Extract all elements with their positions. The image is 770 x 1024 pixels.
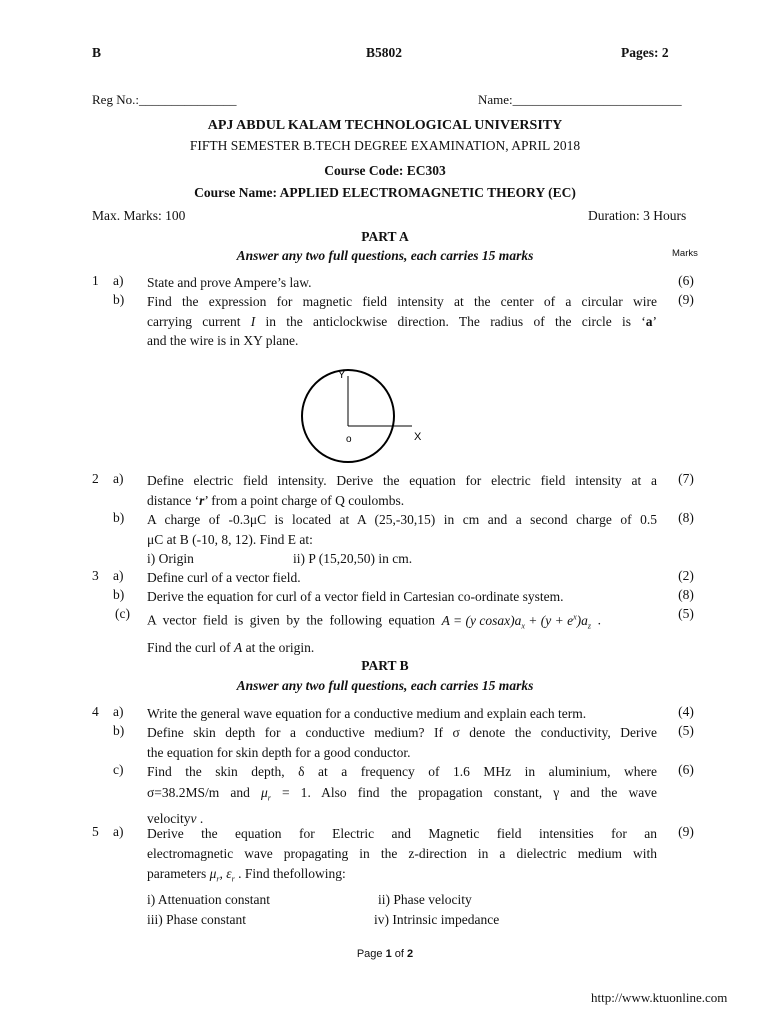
course-code: Course Code: EC303 — [324, 163, 446, 178]
math-variable: v — [190, 810, 197, 826]
page-number — [0, 948, 770, 960]
question-text — [147, 824, 657, 930]
option-item: ii) Phase velocity — [378, 891, 472, 907]
question-number: 2 — [92, 471, 99, 486]
text-line — [147, 783, 657, 809]
question-marks: (9) — [678, 824, 694, 839]
series-code: B — [92, 45, 102, 60]
vector-equation — [441, 612, 592, 631]
text-line — [147, 312, 657, 332]
text-span: A vector field is given by the following equation — [147, 612, 442, 628]
circle-figure — [298, 362, 448, 472]
name-field: Name:__________________________ — [478, 92, 682, 107]
subquestion-label: b) — [113, 587, 125, 602]
question-marks: (6) — [678, 762, 694, 777]
text-line — [147, 491, 657, 511]
option-item: ii) P (15,20,50) in cm. — [293, 551, 413, 566]
text-span: = 1 — [270, 784, 308, 800]
course-name: Course Name: APPLIED ELECTROMAGNETIC THEORY (EC) — [194, 185, 576, 200]
text-span: σ=38.2MS/m and — [147, 784, 261, 800]
math-subscript: r — [231, 874, 235, 884]
text-span: Find the curl of — [147, 640, 234, 656]
text-span: . Find thefollowing: — [234, 866, 346, 881]
source-url[interactable]: http://www.ktuonline.com — [591, 990, 728, 1005]
math-variable: A — [234, 640, 243, 656]
text-span: . Also find the propagation constant, γ and the wave — [307, 784, 657, 800]
origin-label: o — [346, 434, 352, 445]
current-page: 1 — [385, 948, 392, 960]
page-text: of — [391, 948, 408, 960]
question-marks: (8) — [678, 510, 694, 525]
part-a-heading: PART A — [361, 229, 409, 244]
question-marks: (7) — [678, 471, 694, 486]
max-marks: Max. Marks: 100 — [92, 208, 186, 223]
text-span: at the origin. — [242, 640, 315, 656]
part-b-heading: PART B — [361, 658, 409, 673]
page-count: Pages: 2 — [621, 45, 669, 60]
subquestion-label: a) — [113, 824, 124, 839]
text-span: ’ — [652, 313, 657, 329]
equation-part: )a — [576, 612, 588, 628]
equation-part: + (y + e — [524, 612, 574, 628]
question-marks: (5) — [678, 723, 694, 738]
question-text — [147, 471, 657, 510]
text-line: Define skin depth for a conductive medium? If σ denote the conductivity, Derive — [147, 725, 657, 740]
question-marks: (2) — [678, 568, 694, 583]
paper-code: B5802 — [366, 45, 403, 60]
text-line: and the wire is in XY plane. — [147, 333, 299, 348]
text-line: Define electric field intensity. Derive the equation for electric field intensity at a — [147, 473, 657, 488]
subquestion-label: b) — [113, 510, 125, 525]
subquestion-label: (c) — [115, 606, 130, 621]
text-span: ’ from a point charge of Q coulombs. — [204, 492, 405, 508]
math-subscript: r — [216, 874, 220, 884]
math-variable: μ — [209, 866, 217, 881]
text-line: electromagnetic wave propagating in the z-direction in a dielectric medium with — [147, 846, 657, 861]
x-axis-label: X — [414, 431, 422, 443]
question-marks: (4) — [678, 704, 694, 719]
total-pages: 2 — [407, 948, 414, 960]
text-line: μC at B (-10, 8, 12). Find E at: — [147, 531, 313, 547]
question-text — [147, 723, 657, 762]
question-text — [147, 762, 657, 829]
question-text: Define curl of a vector field. — [147, 570, 301, 585]
subquestion-label: a) — [113, 568, 124, 583]
text-line: A charge of -0.3μC is located at A (25,-30,15) in cm and a second charge of 0.5 — [147, 512, 657, 527]
question-text: Write the general wave equation for a conductive medium and explain each term. — [147, 706, 587, 721]
text-line: Derive the equation for Electric and Magnetic field intensities for an — [147, 826, 657, 841]
equation-subscript: x — [521, 621, 525, 631]
part-b-instruction: Answer any two full questions, each carries 15 marks — [236, 678, 534, 693]
subquestion-label: b) — [113, 723, 125, 738]
subquestion-label: a) — [113, 704, 124, 719]
question-marks: (6) — [678, 273, 694, 288]
option-item: iii) Phase constant — [147, 911, 246, 927]
subquestion-label: a) — [113, 273, 124, 288]
question-text: Derive the equation for curl of a vector field in Cartesian co-ordinate system. — [147, 589, 564, 604]
text-line — [147, 910, 657, 930]
math-variable: μ — [260, 784, 268, 800]
question-text — [147, 606, 657, 659]
equation-subscript: z — [587, 621, 592, 631]
math-variable: r — [199, 492, 205, 508]
question-marks: (8) — [678, 587, 694, 602]
option-item: i) Origin — [147, 551, 194, 566]
text-span: . — [196, 810, 204, 826]
option-item: i) Attenuation constant — [147, 891, 270, 907]
question-number: 1 — [92, 273, 99, 288]
page-text: Page — [356, 948, 386, 960]
part-a-instruction: Answer any two full questions, each carries 15 marks — [236, 248, 534, 263]
question-number: 3 — [92, 568, 99, 583]
exam-title: FIFTH SEMESTER B.TECH DEGREE EXAMINATION, APRIL 2018 — [189, 138, 581, 153]
question-marks: (5) — [678, 606, 694, 621]
text-line — [147, 864, 657, 890]
text-span: velocity — [147, 810, 191, 826]
reg-no-field: Reg No.:_______________ — [92, 92, 237, 107]
text-line: A vector field is given by the following equation A = (y $cosax)a_x + (y + e^x)a_z$ . — [147, 612, 601, 631]
text-line — [147, 549, 657, 569]
equation-superscript: x — [573, 612, 577, 621]
text-line — [147, 637, 657, 659]
subquestion-label: a) — [113, 471, 124, 486]
question-number: 5 — [92, 824, 99, 839]
math-subscript: r — [267, 793, 271, 803]
bold-variable: a — [645, 313, 653, 329]
subquestion-label: c) — [113, 762, 124, 777]
question-number: 4 — [92, 704, 99, 719]
marks-column-label: Marks — [672, 248, 698, 259]
question-text — [147, 292, 657, 351]
text-line: Find the expression for magnetic field intensity at the center of a circular wire — [147, 294, 657, 309]
question-text: State and prove Ampere’s law. — [147, 275, 312, 290]
math-variable: I — [250, 313, 256, 329]
y-axis-label: Y — [338, 369, 346, 381]
subquestion-label: b) — [113, 292, 125, 307]
duration: Duration: 3 Hours — [588, 208, 687, 223]
text-line — [147, 890, 657, 910]
equation-part: A = (y cosax)a — [441, 612, 522, 628]
math-variable: , ε — [219, 866, 232, 881]
text-line: Find the skin depth, δ at a frequency of 1.6 MHz in aluminium, where — [147, 764, 657, 779]
text-line: the equation for skin depth for a good conductor. — [147, 744, 411, 760]
university-name: APJ ABDUL KALAM TECHNOLOGICAL UNIVERSITY — [207, 118, 563, 133]
text-span: parameters — [147, 866, 210, 881]
text-span: carrying current — [147, 313, 251, 329]
question-marks: (9) — [678, 292, 694, 307]
question-text — [147, 510, 657, 569]
text-span: distance ‘ — [147, 492, 200, 508]
option-item: iv) Intrinsic impedance — [374, 911, 500, 927]
text-span: in the anticlockwise direction. The radius of the circle is ‘ — [255, 313, 646, 329]
